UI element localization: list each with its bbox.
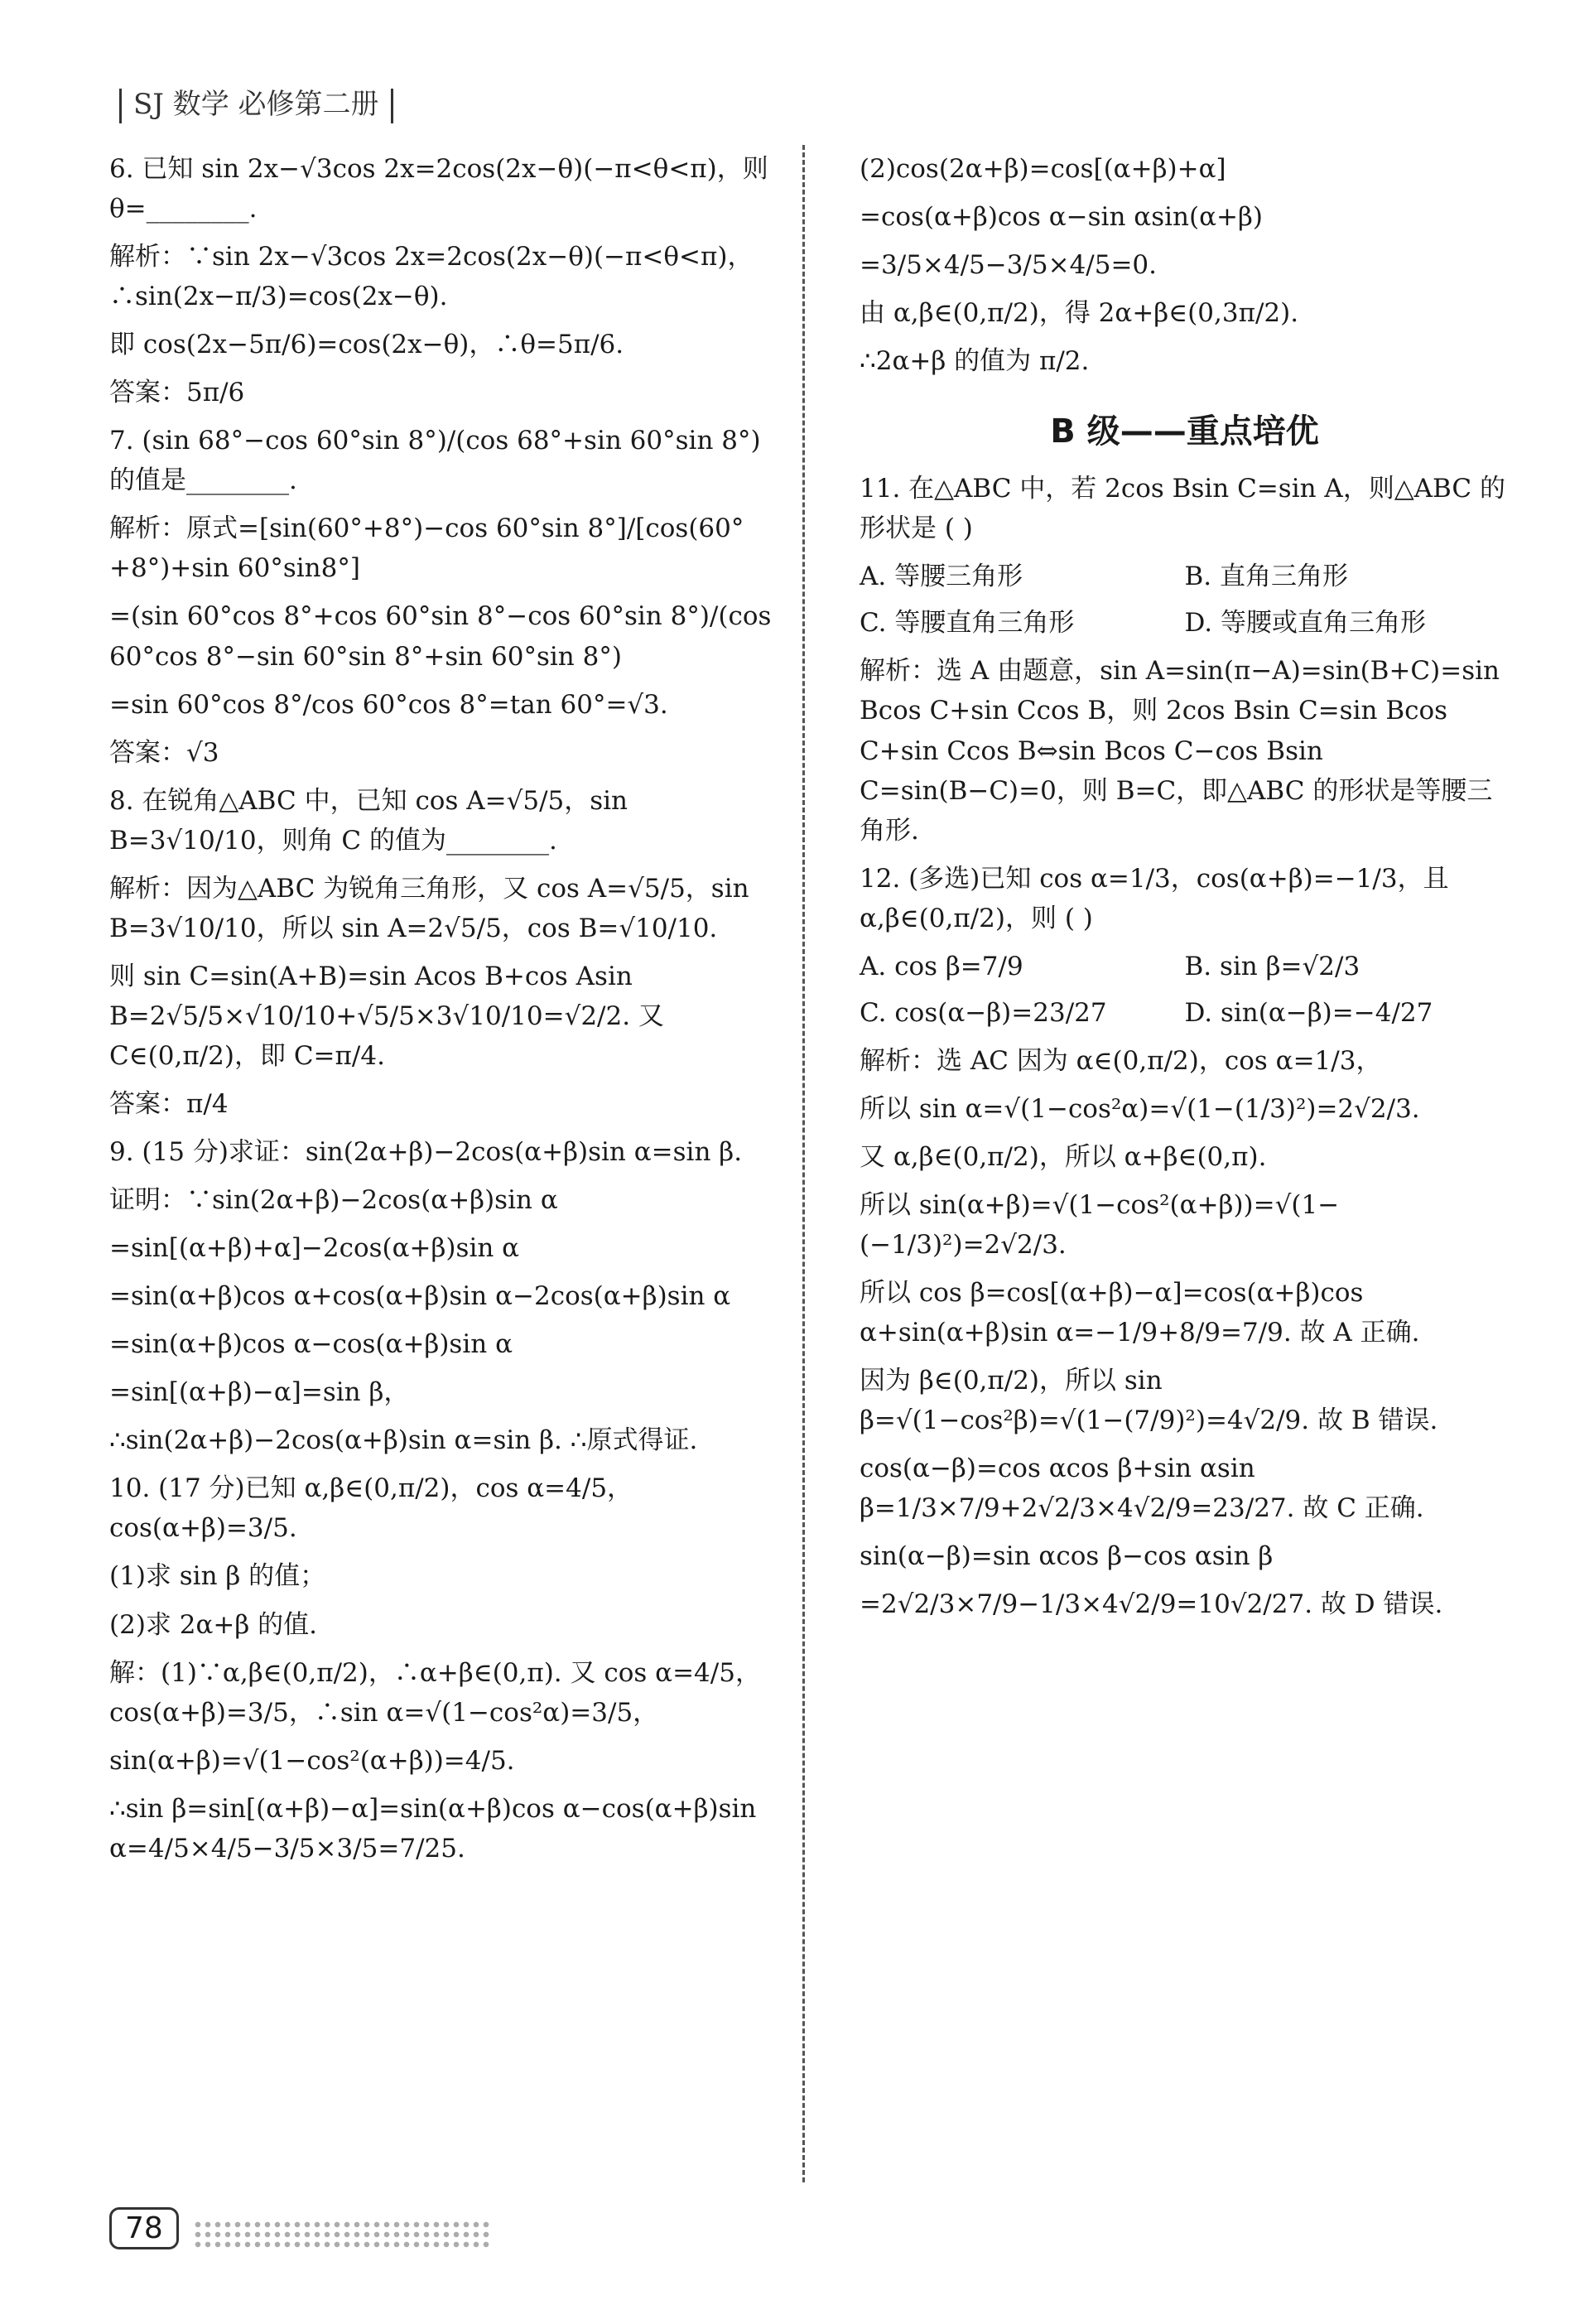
option-grid bbox=[860, 557, 1510, 643]
text-line: =2√2/3×7/9−1/3×4√2/9=10√2/27. 故 D 错误. bbox=[860, 1589, 1443, 1620]
text-line: =cos(α+β)cos α−sin αsin(α+β) bbox=[860, 202, 1264, 233]
text-line: 解析：选 A 由题意，sin A=sin(π−A)=sin(B+C)=sin Bcos C+sin Ccos B，则 2cos Bsin C=sin Bcos C+sin Ccos B⇔sin Bcos C−cos Bsin C=sin(B−C)=0，则 B=C，即△ABC 的形状是等腰三角形. bbox=[860, 656, 1500, 846]
text-line: =3/5×4/5−3/5×4/5=0. bbox=[860, 250, 1158, 281]
option-item: C. 等腰直角三角形 bbox=[860, 608, 1075, 639]
text-line: 6. 已知 sin 2x−√3cos 2x=2cos(2x−θ)(−π<θ<π)，则 θ=________. bbox=[109, 154, 768, 224]
section-heading: B 级——重点培优 bbox=[1050, 412, 1319, 451]
text-line: ∴sin β=sin[(α+β)−α]=sin(α+β)cos α−cos(α+β)sin α=4/5×4/5−3/5×3/5=7/25. bbox=[109, 1793, 757, 1864]
left-column bbox=[109, 149, 784, 1877]
text-line: 答案：√3 bbox=[109, 737, 219, 768]
text-line: sin(α+β)=√(1−cos²(α+β))=4/5. bbox=[109, 1745, 515, 1776]
text-line: =sin[(α+β)+α]−2cos(α+β)sin α bbox=[109, 1233, 520, 1264]
text-line: 解析：选 AC 因为 α∈(0,π/2)，cos α=1/3， bbox=[860, 1045, 1382, 1076]
text-line: 解析：因为△ABC 为锐角三角形，又 cos A=√5/5，sin B=3√10/10，所以 sin A=2√5/5，cos B=√10/10. bbox=[109, 873, 749, 943]
text-line: =sin(α+β)cos α+cos(α+β)sin α−2cos(α+β)sin α bbox=[109, 1281, 731, 1312]
text-line: 所以 cos β=cos[(α+β)−α]=cos(α+β)cos α+sin(α+β)sin α=−1/9+8/9=7/9. 故 A 正确. bbox=[860, 1278, 1420, 1348]
header-bar-right bbox=[391, 89, 393, 123]
option-grid bbox=[860, 947, 1510, 1033]
text-line: =sin[(α+β)−α]=sin β， bbox=[109, 1377, 410, 1408]
text-line: 解析：∵sin 2x−√3cos 2x=2cos(2x−θ)(−π<θ<π)，∴sin(2x−π/3)=cos(2x−θ). bbox=[109, 242, 754, 312]
column-divider bbox=[802, 145, 805, 2182]
text-line: (2)cos(2α+β)=cos[(α+β)+α] bbox=[860, 154, 1226, 184]
text-line: 又 α,β∈(0,π/2)，所以 α+β∈(0,π). bbox=[860, 1141, 1267, 1172]
header-bar-left bbox=[119, 89, 122, 123]
option-item: C. cos(α−β)=23/27 bbox=[860, 997, 1107, 1028]
header-text: SJ 数学 必修第二册 bbox=[133, 88, 379, 121]
text-line: 11. 在△ABC 中，若 2cos Bsin C=sin A，则△ABC 的形状是 ( ) bbox=[860, 474, 1505, 544]
text-line: 7. (sin 68°−cos 60°sin 8°)/(cos 68°+sin 60°sin 8°) 的值是________. bbox=[109, 426, 761, 496]
text-line: 即 cos(2x−5π/6)=cos(2x−θ)，∴θ=5π/6. bbox=[109, 330, 624, 360]
text-line: 因为 β∈(0,π/2)，所以 sin β=√(1−cos²β)=√(1−(7/9)²)=4√2/9. 故 B 错误. bbox=[860, 1366, 1438, 1436]
text-line: =sin 60°cos 8°/cos 60°cos 8°=tan 60°=√3. bbox=[109, 689, 668, 720]
text-line: 则 sin C=sin(A+B)=sin Acos B+cos Asin B=2√5/5×√10/10+√5/5×3√10/10=√2/2. 又 C∈(0,π/2)，即 C=π/4. bbox=[109, 961, 664, 1071]
right-column bbox=[860, 149, 1510, 1632]
text-line: sin(α−β)=sin αcos β−cos αsin β bbox=[860, 1541, 1274, 1572]
text-line: 12. (多选)已知 cos α=1/3，cos(α+β)=−1/3，且 α,β∈(0,π/2)，则 ( ) bbox=[860, 863, 1449, 933]
text-line: (1)求 sin β 的值； bbox=[109, 1561, 326, 1592]
page-footer bbox=[109, 2207, 491, 2249]
text-line: 所以 sin(α+β)=√(1−cos²(α+β))=√(1−(−1/3)²)=2√2/3. bbox=[860, 1189, 1340, 1261]
text-line: 8. 在锐角△ABC 中，已知 cos A=√5/5，sin B=3√10/10，则角 C 的值为________. bbox=[109, 785, 628, 856]
text-line: 解析：原式=[sin(60°+8°)−cos 60°sin 8°]/[cos(60°+8°)+sin 60°sin8°] bbox=[109, 513, 744, 584]
text-line: (2)求 2α+β 的值. bbox=[109, 1609, 318, 1640]
text-line: cos(α−β)=cos αcos β+sin αsin β=1/3×7/9+2√2/3×4√2/9=23/27. 故 C 正确. bbox=[860, 1454, 1424, 1524]
text-line: =sin(α+β)cos α−cos(α+β)sin α bbox=[109, 1329, 513, 1360]
running-header bbox=[108, 81, 405, 123]
footer-dot-pattern bbox=[193, 2220, 491, 2249]
text-line: 答案：π/4 bbox=[109, 1088, 229, 1119]
text-line: 答案：5π/6 bbox=[109, 378, 245, 408]
option-item: B. 直角三角形 bbox=[1184, 562, 1348, 592]
text-line: 所以 sin α=√(1−cos²α)=√(1−(1/3)²)=2√2/3. bbox=[860, 1093, 1420, 1124]
option-item: D. sin(α−β)=−4/27 bbox=[1184, 997, 1433, 1028]
option-item: B. sin β=√2/3 bbox=[1184, 951, 1360, 981]
text-line: =(sin 60°cos 8°+cos 60°sin 8°−cos 60°sin 8°)/(cos 60°cos 8°−sin 60°sin 8°+sin 60°sin 8°) bbox=[109, 601, 772, 672]
text-line: 解：(1)∵α,β∈(0,π/2)，∴α+β∈(0,π). 又 cos α=4/5，cos(α+β)=3/5，∴sin α=√(1−cos²α)=3/5， bbox=[109, 1657, 761, 1728]
text-line: 9. (15 分)求证：sin(2α+β)−2cos(α+β)sin α=sin β. bbox=[109, 1137, 743, 1168]
text-line: ∴sin(2α+β)−2cos(α+β)sin α=sin β. ∴原式得证. bbox=[109, 1425, 698, 1456]
page-number: 78 bbox=[109, 2207, 179, 2249]
text-line: 10. (17 分)已知 α,β∈(0,π/2)，cos α=4/5，cos(α+β)=3/5. bbox=[109, 1473, 633, 1544]
text-line: 由 α,β∈(0,π/2)，得 2α+β∈(0,3π/2). bbox=[860, 298, 1299, 329]
text-line: ∴2α+β 的值为 π/2. bbox=[860, 346, 1090, 377]
text-line: 证明：∵sin(2α+β)−2cos(α+β)sin α bbox=[109, 1185, 558, 1216]
option-item: A. 等腰三角形 bbox=[860, 562, 1023, 592]
option-item: A. cos β=7/9 bbox=[860, 951, 1023, 981]
option-item: D. 等腰或直角三角形 bbox=[1184, 608, 1426, 639]
